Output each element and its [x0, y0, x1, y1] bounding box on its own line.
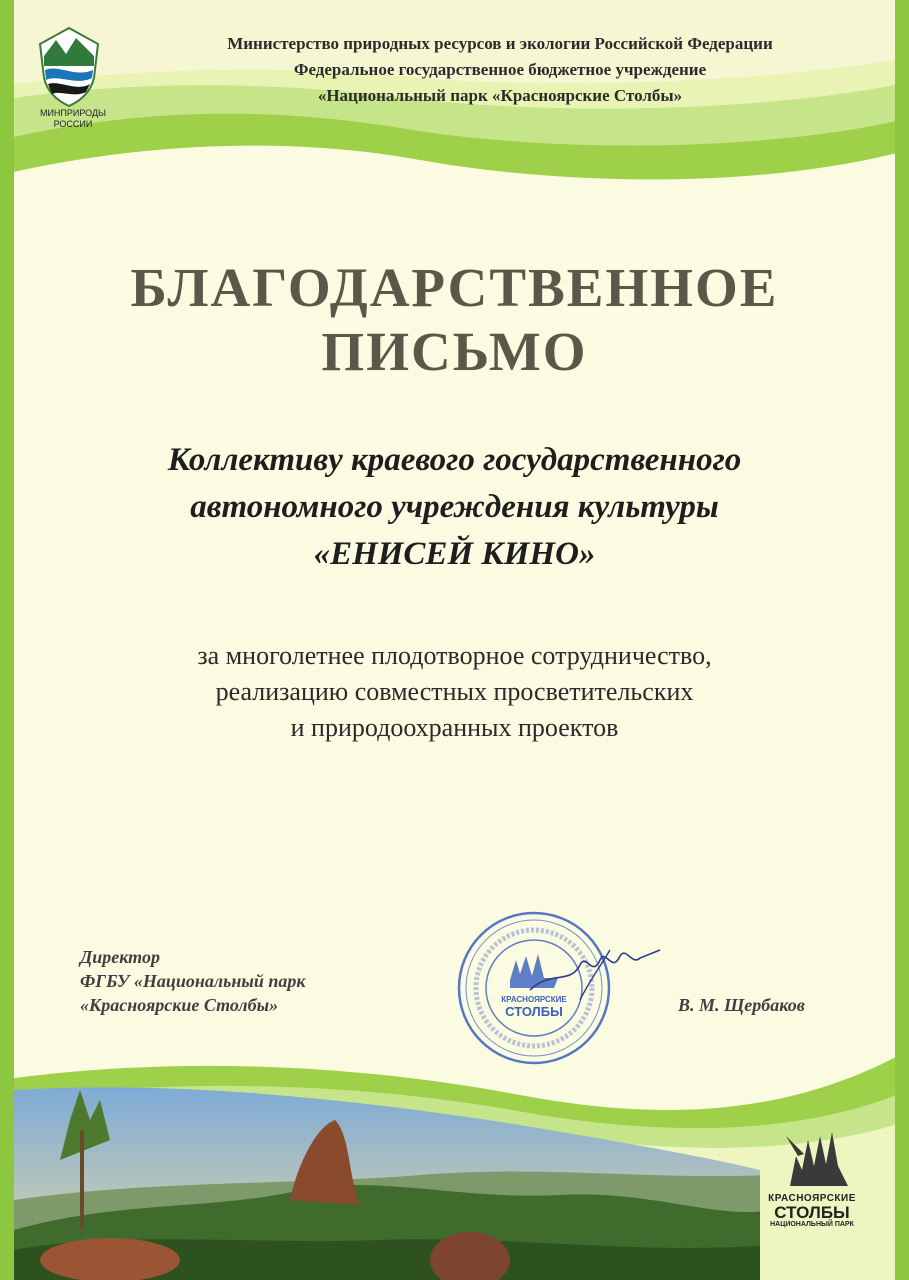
signatory-position-line2: ФГБУ «Национальный парк — [80, 971, 306, 991]
reason-line3: и природоохранных проектов — [290, 713, 619, 742]
document-title-line1: БЛАГОДАРСТВЕННОЕ — [130, 257, 779, 318]
ministry-emblem-icon — [36, 26, 102, 108]
signatory-position-line1: Директор — [80, 947, 160, 967]
reason-line2: реализацию совместных просветительских — [215, 677, 694, 706]
signatory-position-line3: «Красноярские Столбы» — [80, 995, 279, 1015]
stamp-center-line1: КРАСНОЯРСКИЕ — [501, 995, 567, 1004]
park-logo-icon — [782, 1126, 852, 1192]
signatory-name: В. М. Щербаков — [678, 995, 805, 1015]
park-logo-line1: КРАСНОЯРСКИЕ — [768, 1193, 856, 1204]
ministry-caption-line: РОССИИ — [53, 119, 93, 129]
org-line-ministry: Министерство природных ресурсов и экологии Российской Федерации — [227, 34, 773, 53]
park-logo-line3: НАЦИОНАЛЬНЫЙ ПАРК — [770, 1221, 854, 1228]
recipient-line2: автономного учреждения культуры — [190, 489, 719, 525]
stamp-center-line2: СТОЛБЫ — [505, 1004, 563, 1019]
ministry-caption-line: МИНПРИРОДЫ — [39, 108, 107, 118]
handwritten-signature — [520, 930, 670, 1010]
recipient-line1: Коллективу краевого государственного — [167, 442, 742, 478]
org-line-institution: Федеральное государственное бюджетное учреждение — [293, 60, 707, 79]
park-logo-line2: СТОЛБЫ — [774, 1203, 850, 1222]
reason-line1: за многолетнее плодотворное сотрудничество, — [197, 641, 712, 670]
ministry-caption — [28, 108, 118, 130]
org-line-park: «Национальный парк «Красноярские Столбы» — [317, 86, 683, 105]
document-title-line2: ПИСЬМО — [321, 321, 588, 382]
landscape-photo — [0, 1080, 909, 1280]
park-logo-text — [752, 1193, 872, 1228]
recipient-line3: «ЕНИСЕЙ КИНО» — [313, 536, 596, 572]
